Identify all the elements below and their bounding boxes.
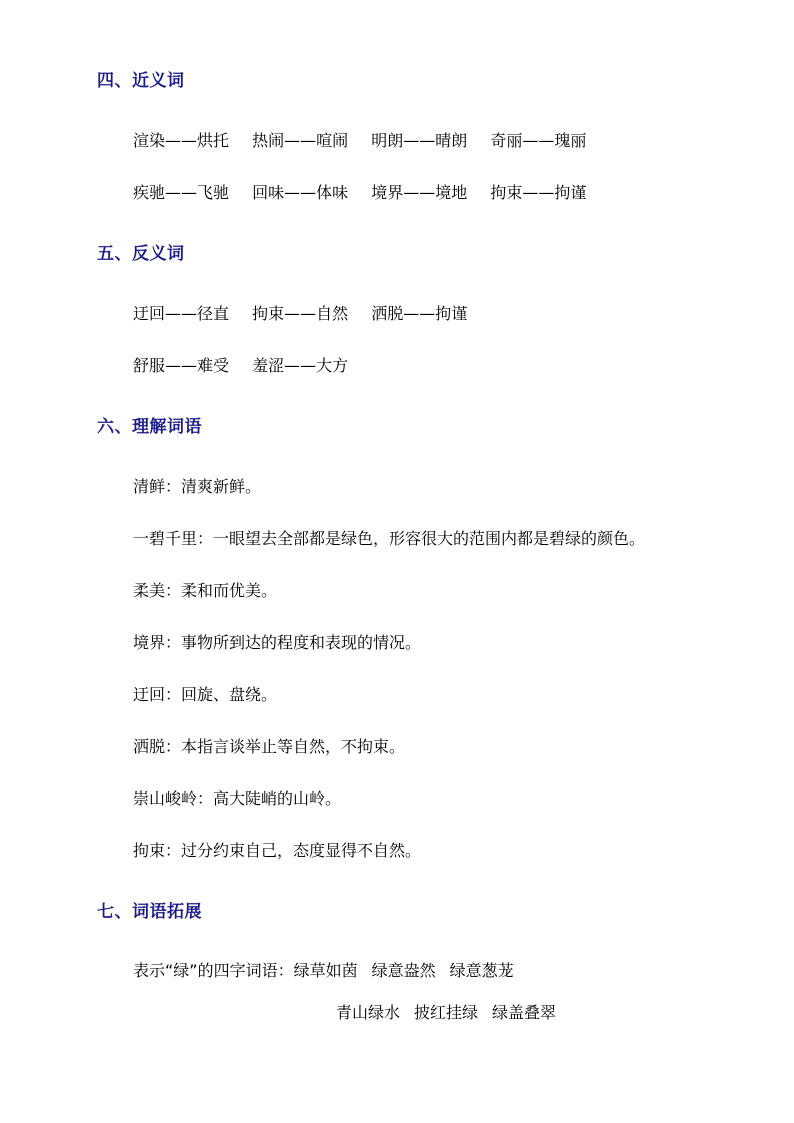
- definition-text: 事物所到达的程度和表现的情况。: [181, 633, 422, 652]
- heading-expansion: 七、词语拓展: [97, 902, 202, 922]
- expansion-word: 绿盖叠翠: [492, 1003, 557, 1022]
- antonym-pair: 拘束——自然: [252, 304, 349, 323]
- definition-item: [133, 734, 405, 757]
- expansion-word: 绿意葱茏: [449, 961, 514, 980]
- antonym-pair: 迂回——径直: [133, 304, 230, 323]
- antonym-row-1: [133, 301, 467, 324]
- heading-antonyms: 五、反义词: [97, 244, 185, 264]
- definition-item: [133, 526, 645, 549]
- definition-item: [133, 838, 421, 861]
- expansion-row-1: [133, 958, 514, 981]
- definition-term: 拘束：: [133, 841, 182, 860]
- expansion-word: 绿意盎然: [371, 961, 436, 980]
- definition-item: [133, 578, 277, 601]
- synonym-pair: 拘束——拘谨: [490, 183, 587, 202]
- definition-term: 崇山峻岭：: [133, 789, 214, 808]
- heading-synonyms: 四、近义词: [97, 71, 185, 91]
- antonym-pair: 舒服——难受: [133, 356, 230, 375]
- expansion-word: 绿草如茵: [293, 961, 358, 980]
- definition-term: 迂回：: [133, 685, 182, 704]
- definition-term: 柔美：: [133, 581, 182, 600]
- definition-text: 一眼望去全部都是绿色，形容很大的范围内都是碧绿的颜色。: [213, 529, 646, 548]
- definition-text: 过分约束自己，态度显得不自然。: [181, 841, 422, 860]
- synonym-pair: 热闹——喧闹: [252, 131, 349, 150]
- heading-definitions: 六、理解词语: [97, 417, 202, 437]
- antonym-row-2: [133, 353, 348, 376]
- synonym-pair: 明朗——晴朗: [371, 131, 468, 150]
- definition-item: [133, 630, 421, 653]
- definition-item: [133, 786, 341, 809]
- antonym-pair: 羞涩——大方: [252, 356, 349, 375]
- synonym-pair: 渲染——烘托: [133, 131, 230, 150]
- definition-item: [133, 474, 261, 497]
- definition-text: 清爽新鲜。: [181, 477, 262, 496]
- definition-term: 洒脱：: [133, 737, 182, 756]
- synonym-pair: 回味——体味: [252, 183, 349, 202]
- antonym-pair: 洒脱——拘谨: [371, 304, 468, 323]
- synonym-pair: 境界——境地: [371, 183, 468, 202]
- definition-term: 境界：: [133, 633, 182, 652]
- expansion-row-2: [336, 1000, 556, 1023]
- synonym-pair: 疾驰——飞驰: [133, 183, 230, 202]
- definition-term: 一碧千里：: [133, 529, 214, 548]
- expansion-word: 青山绿水: [336, 1003, 401, 1022]
- expansion-label: 表示“绿”的四字词语：: [133, 961, 294, 980]
- definition-term: 清鲜：: [133, 477, 182, 496]
- definition-text: 本指言谈举止等自然，不拘束。: [181, 737, 406, 756]
- synonym-pair: 奇丽——瑰丽: [490, 131, 587, 150]
- definition-item: [133, 682, 277, 705]
- synonym-row-2: [133, 180, 586, 203]
- synonym-row-1: [133, 128, 586, 151]
- definition-text: 柔和而优美。: [181, 581, 278, 600]
- definition-text: 回旋、盘绕。: [181, 685, 278, 704]
- expansion-word: 披红挂绿: [414, 1003, 479, 1022]
- definition-text: 高大陡峭的山岭。: [213, 789, 342, 808]
